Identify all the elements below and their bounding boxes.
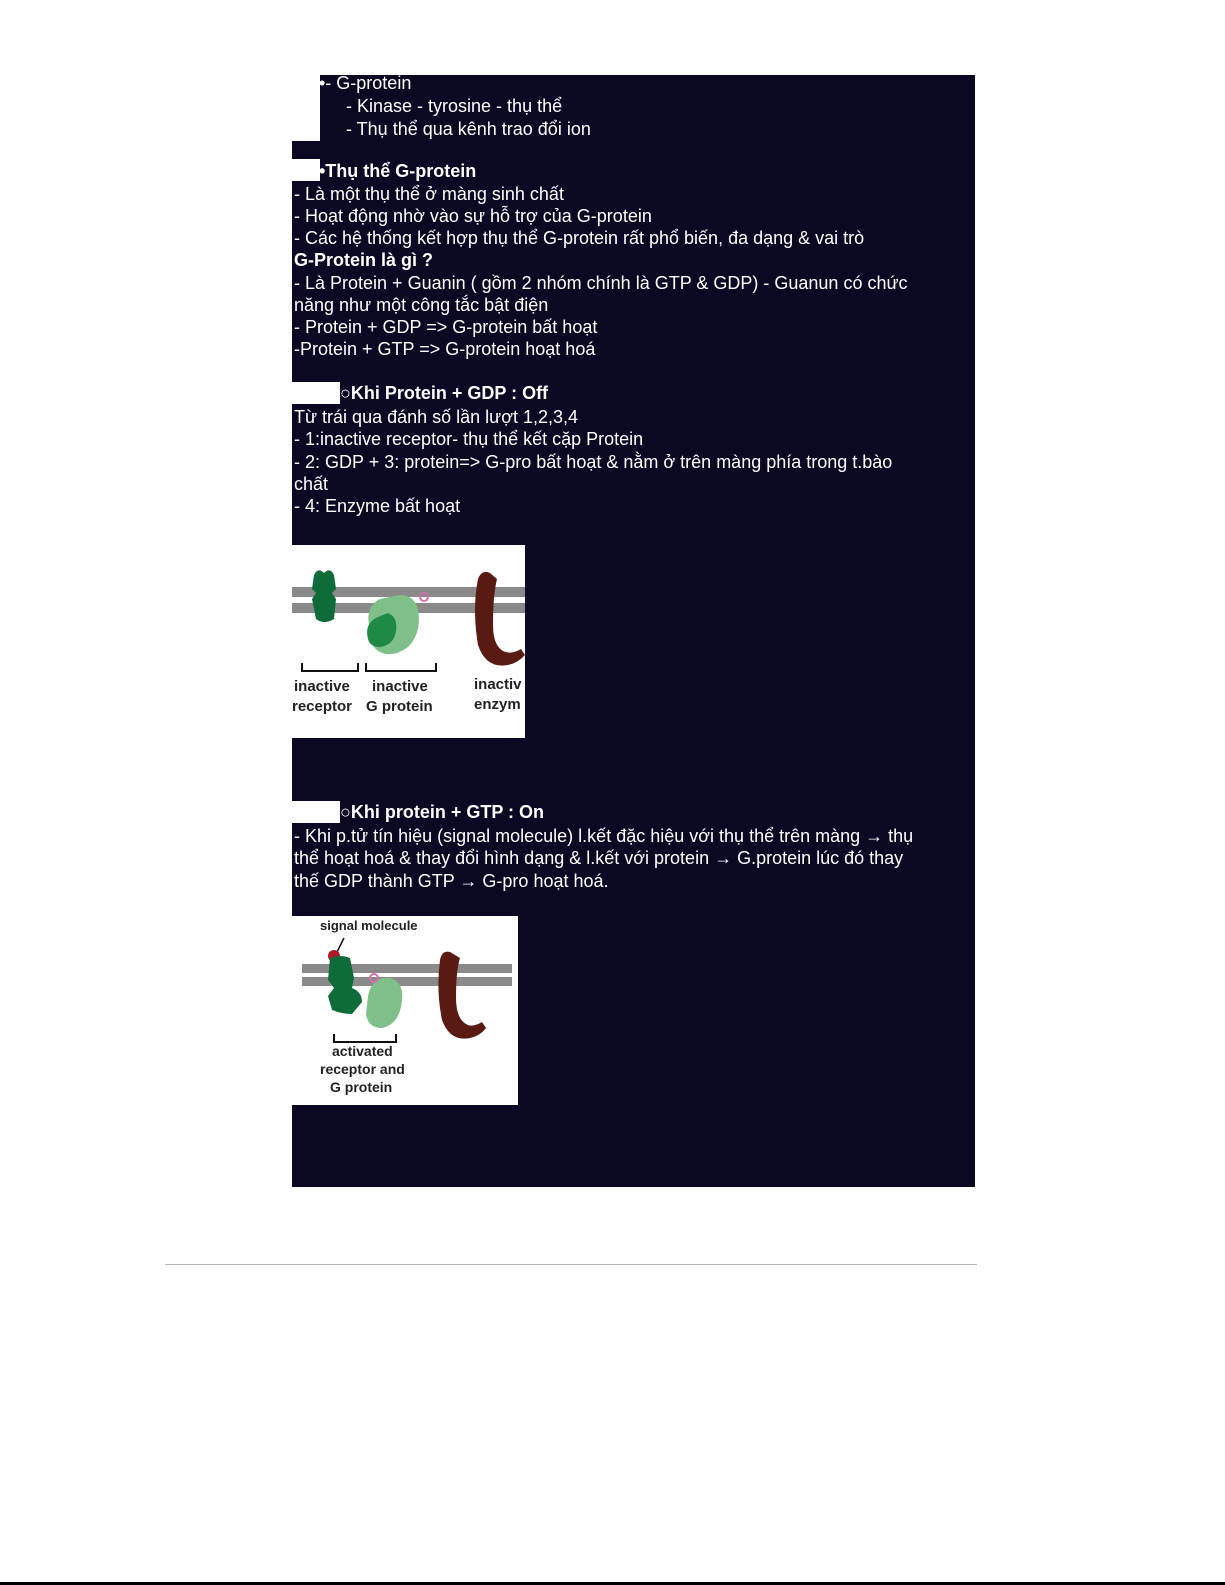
- section2-line-4: -Protein + GTP => G-protein hoạt hoá: [294, 339, 596, 359]
- section3-line-1: Từ trái qua đánh số lần lượt 1,2,3,4: [294, 407, 579, 427]
- heading-notch-3: [292, 801, 340, 823]
- gprotein-bracket: [366, 663, 436, 671]
- heading-notch-2: [292, 382, 340, 404]
- section1-line-1: - Là một thụ thể ở màng sinh chất: [294, 184, 564, 204]
- list-item-kinase: - Kinase - tyrosine - thụ thể: [346, 96, 563, 116]
- section3-line-3: - 2: GDP + 3: protein=> G-pro bất hoạt & nằm ở trên màng phía trong t.bào: [294, 452, 893, 472]
- section2-line-1: - Là Protein + Guanin ( gồm 2 nhóm chính là GTP & GDP) - Guanun có chức: [294, 273, 908, 293]
- label-inactive-gprotein-2: G protein: [366, 698, 433, 715]
- label-inactive-enzyme-2: enzym: [474, 696, 521, 713]
- section4-line-1: - Khi p.tử tín hiệu (signal molecule) l.kết đặc hiệu với thụ thể trên màng → thụ: [294, 826, 914, 846]
- section2-line-3: - Protein + GDP => G-protein bất hoạt: [294, 317, 598, 337]
- receptor-bracket: [302, 663, 358, 671]
- label-inactive-enzyme-1: inactiv: [474, 676, 522, 693]
- section1-line-3: - Các hệ thống kết hợp thụ thể G-protein rất phổ biến, đa dạng & vai trò: [294, 228, 865, 248]
- enzyme-shape: [475, 572, 525, 666]
- activated-gprotein-figure: [292, 916, 518, 1105]
- label-activated-3: G protein: [330, 1079, 393, 1095]
- section3-line-5: - 4: Enzyme bất hoạt: [294, 496, 461, 516]
- section-heading-off: ○Khi Protein + GDP : Off: [340, 383, 549, 403]
- label-inactive-receptor-1: inactive: [294, 678, 350, 695]
- dark-content-panel: [292, 75, 975, 1187]
- section-heading-on: ○Khi protein + GTP : On: [340, 802, 545, 822]
- section3-line-2: - 1:inactive receptor- thụ thể kết cặp Protein: [294, 429, 644, 449]
- panel-notch-top: [292, 75, 320, 141]
- page-divider: [165, 1264, 977, 1265]
- label-inactive-receptor-2: receptor: [292, 698, 353, 715]
- section1-line-2: - Hoạt động nhờ vào sự hỗ trợ của G-protein: [294, 206, 652, 226]
- list-item-ion-channel: - Thụ thể qua kênh trao đổi ion: [346, 119, 591, 139]
- label-inactive-gprotein-1: inactive: [372, 678, 428, 695]
- label-signal-molecule: signal molecule: [320, 918, 418, 933]
- section3-line-4: chất: [294, 474, 329, 494]
- section2-line-2: năng như một công tắc bật điện: [294, 295, 549, 315]
- section-heading-receptor: •Thụ thể G-protein: [319, 161, 477, 181]
- receptor-shape: [312, 570, 336, 622]
- label-activated-2: receptor and: [320, 1061, 405, 1077]
- heading-notch-1: [292, 159, 320, 181]
- list-item-g-protein: •- G-protein: [319, 73, 412, 93]
- section-heading-what-is: G-Protein là gì ?: [294, 250, 434, 270]
- section4-line-3: thế GDP thành GTP → G-pro hoạt hoá.: [294, 871, 609, 891]
- activated-bracket: [334, 1034, 396, 1042]
- inactive-gprotein-figure: [292, 545, 525, 738]
- section4-line-2: thể hoạt hoá & thay đổi hình dạng & l.kết với protein → G.protein lúc đó thay: [294, 848, 904, 868]
- label-activated-1: activated: [332, 1043, 393, 1059]
